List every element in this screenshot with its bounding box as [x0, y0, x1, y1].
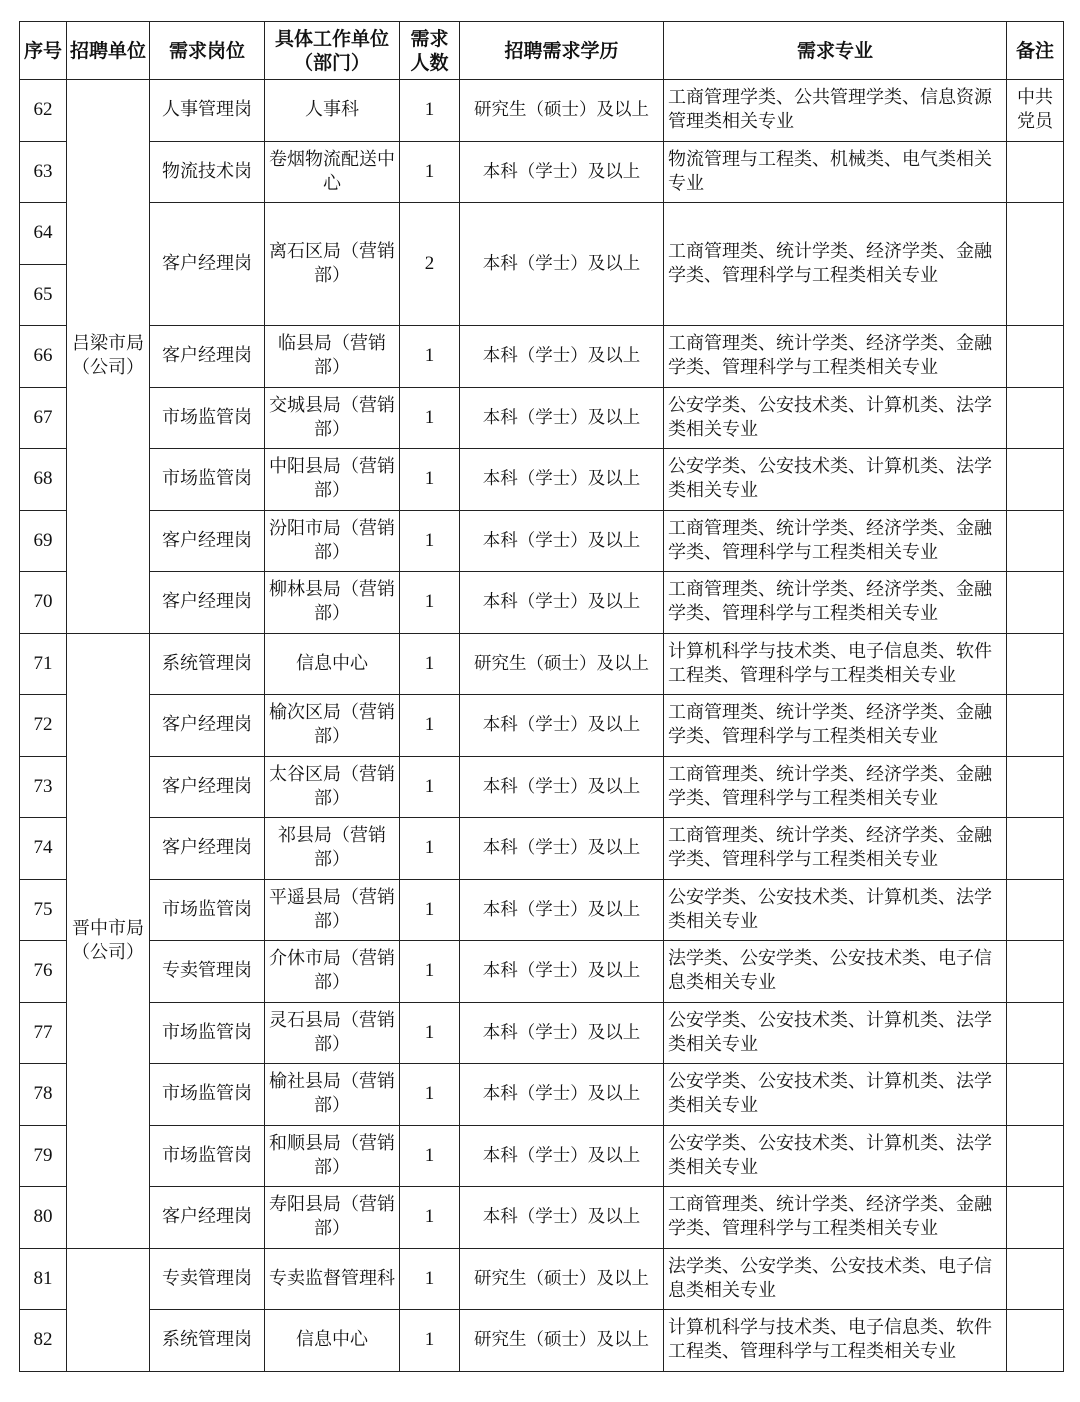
education-cell: 本科（学士）及以上 — [460, 141, 664, 203]
dept-cell: 介休市局（营销部） — [265, 941, 400, 1003]
position-cell: 客户经理岗 — [150, 695, 265, 757]
remark-cell — [1007, 510, 1064, 572]
seq-cell: 65 — [20, 264, 67, 326]
position-cell: 客户经理岗 — [150, 818, 265, 880]
remark-cell — [1007, 756, 1064, 818]
count-cell: 1 — [400, 449, 460, 511]
major-cell: 工商管理学类、公共管理学类、信息资源管理类相关专业 — [664, 80, 1007, 142]
count-cell: 1 — [400, 141, 460, 203]
position-cell: 专卖管理岗 — [150, 1248, 265, 1310]
seq-cell: 62 — [20, 80, 67, 142]
dept-cell: 太谷区局（营销部） — [265, 756, 400, 818]
table-row — [20, 1125, 1064, 1187]
seq-cell: 64 — [20, 203, 67, 265]
remark-cell — [1007, 941, 1064, 1003]
position-cell: 客户经理岗 — [150, 756, 265, 818]
dept-cell: 榆次区局（营销部） — [265, 695, 400, 757]
seq-cell: 76 — [20, 941, 67, 1003]
education-cell: 本科（学士）及以上 — [460, 449, 664, 511]
table-row — [20, 695, 1064, 757]
remark-cell — [1007, 633, 1064, 695]
position-cell: 客户经理岗 — [150, 510, 265, 572]
table-row — [20, 756, 1064, 818]
education-cell: 本科（学士）及以上 — [460, 941, 664, 1003]
table-row — [20, 510, 1064, 572]
count-cell: 1 — [400, 818, 460, 880]
major-cell: 公安学类、公安技术类、计算机类、法学类相关专业 — [664, 879, 1007, 941]
education-cell: 研究生（硕士）及以上 — [460, 80, 664, 142]
education-cell: 本科（学士）及以上 — [460, 756, 664, 818]
count-cell: 1 — [400, 1248, 460, 1310]
count-cell: 1 — [400, 941, 460, 1003]
table-row — [20, 387, 1064, 449]
header-remark: 备注 — [1007, 22, 1064, 80]
remark-cell — [1007, 818, 1064, 880]
unit-cell-jinzhong: 晋中市局（公司） — [67, 633, 150, 1248]
remark-cell — [1007, 1248, 1064, 1310]
header-education: 招聘需求学历 — [460, 22, 664, 80]
major-cell: 法学类、公安学类、公安技术类、电子信息类相关专业 — [664, 941, 1007, 1003]
dept-cell: 和顺县局（营销部） — [265, 1125, 400, 1187]
header-count: 需求人数 — [400, 22, 460, 80]
remark-cell — [1007, 1125, 1064, 1187]
education-cell: 本科（学士）及以上 — [460, 1125, 664, 1187]
header-seq: 序号 — [20, 22, 67, 80]
major-cell: 工商管理类、统计学类、经济学类、金融学类、管理科学与工程类相关专业 — [664, 818, 1007, 880]
position-cell: 客户经理岗 — [150, 326, 265, 388]
table-row — [20, 141, 1064, 203]
seq-cell: 66 — [20, 326, 67, 388]
count-cell: 1 — [400, 1064, 460, 1126]
seq-cell: 78 — [20, 1064, 67, 1126]
remark-cell — [1007, 695, 1064, 757]
major-cell: 工商管理类、统计学类、经济学类、金融学类、管理科学与工程类相关专业 — [664, 572, 1007, 634]
table-row — [20, 572, 1064, 634]
dept-cell: 交城县局（营销部） — [265, 387, 400, 449]
remark-cell — [1007, 387, 1064, 449]
major-cell: 公安学类、公安技术类、计算机类、法学类相关专业 — [664, 1064, 1007, 1126]
position-cell: 市场监管岗 — [150, 879, 265, 941]
seq-cell: 74 — [20, 818, 67, 880]
count-cell: 1 — [400, 1310, 460, 1372]
table-row — [20, 326, 1064, 388]
seq-cell: 75 — [20, 879, 67, 941]
dept-cell: 卷烟物流配送中心 — [265, 141, 400, 203]
table-row — [20, 1064, 1064, 1126]
dept-cell: 寿阳县局（营销部） — [265, 1187, 400, 1249]
major-cell: 工商管理类、统计学类、经济学类、金融学类、管理科学与工程类相关专业 — [664, 510, 1007, 572]
position-cell: 物流技术岗 — [150, 141, 265, 203]
recruitment-table — [19, 21, 1064, 1372]
count-cell: 1 — [400, 326, 460, 388]
table-row — [20, 80, 1064, 142]
header-major: 需求专业 — [664, 22, 1007, 80]
table-row — [20, 1248, 1064, 1310]
remark-cell — [1007, 879, 1064, 941]
education-cell: 本科（学士）及以上 — [460, 1064, 664, 1126]
table-row — [20, 203, 1064, 265]
major-cell: 公安学类、公安技术类、计算机类、法学类相关专业 — [664, 1125, 1007, 1187]
education-cell: 本科（学士）及以上 — [460, 326, 664, 388]
table-row — [20, 1002, 1064, 1064]
dept-cell: 专卖监督管理科 — [265, 1248, 400, 1310]
header-dept: 具体工作单位（部门） — [265, 22, 400, 80]
unit-cell-lvliang: 吕梁市局（公司） — [67, 80, 150, 634]
education-cell: 本科（学士）及以上 — [460, 695, 664, 757]
dept-cell: 汾阳市局（营销部） — [265, 510, 400, 572]
count-cell: 1 — [400, 572, 460, 634]
education-cell: 本科（学士）及以上 — [460, 510, 664, 572]
dept-cell: 柳林县局（营销部） — [265, 572, 400, 634]
major-cell: 公安学类、公安技术类、计算机类、法学类相关专业 — [664, 387, 1007, 449]
remark-cell — [1007, 1187, 1064, 1249]
remark-cell — [1007, 1002, 1064, 1064]
education-cell: 本科（学士）及以上 — [460, 203, 664, 326]
table-row — [20, 633, 1064, 695]
position-cell: 客户经理岗 — [150, 572, 265, 634]
position-cell: 系统管理岗 — [150, 633, 265, 695]
dept-cell: 中阳县局（营销部） — [265, 449, 400, 511]
seq-cell: 71 — [20, 633, 67, 695]
count-cell: 1 — [400, 1002, 460, 1064]
unit-cell-blank — [67, 1248, 150, 1371]
major-cell: 公安学类、公安技术类、计算机类、法学类相关专业 — [664, 449, 1007, 511]
dept-cell: 人事科 — [265, 80, 400, 142]
remark-cell: 中共党员 — [1007, 80, 1064, 142]
seq-cell: 70 — [20, 572, 67, 634]
table-row — [20, 1310, 1064, 1372]
count-cell: 1 — [400, 756, 460, 818]
header-row — [20, 22, 1064, 80]
header-recruiter: 招聘单位 — [67, 22, 150, 80]
seq-cell: 77 — [20, 1002, 67, 1064]
dept-cell: 祁县局（营销部） — [265, 818, 400, 880]
education-cell: 研究生（硕士）及以上 — [460, 1310, 664, 1372]
seq-cell: 81 — [20, 1248, 67, 1310]
seq-cell: 68 — [20, 449, 67, 511]
seq-cell: 73 — [20, 756, 67, 818]
major-cell: 工商管理类、统计学类、经济学类、金融学类、管理科学与工程类相关专业 — [664, 1187, 1007, 1249]
header-position: 需求岗位 — [150, 22, 265, 80]
seq-cell: 69 — [20, 510, 67, 572]
education-cell: 本科（学士）及以上 — [460, 1187, 664, 1249]
table-row — [20, 1187, 1064, 1249]
major-cell: 工商管理类、统计学类、经济学类、金融学类、管理科学与工程类相关专业 — [664, 203, 1007, 326]
dept-cell: 信息中心 — [265, 633, 400, 695]
count-cell: 1 — [400, 1125, 460, 1187]
dept-cell: 离石区局（营销部） — [265, 203, 400, 326]
seq-cell: 67 — [20, 387, 67, 449]
seq-cell: 80 — [20, 1187, 67, 1249]
position-cell: 人事管理岗 — [150, 80, 265, 142]
dept-cell: 榆社县局（营销部） — [265, 1064, 400, 1126]
remark-cell — [1007, 1310, 1064, 1372]
position-cell: 专卖管理岗 — [150, 941, 265, 1003]
seq-cell: 72 — [20, 695, 67, 757]
education-cell: 研究生（硕士）及以上 — [460, 1248, 664, 1310]
table-row — [20, 818, 1064, 880]
major-cell: 计算机科学与技术类、电子信息类、软件工程类、管理科学与工程类相关专业 — [664, 1310, 1007, 1372]
count-cell: 1 — [400, 80, 460, 142]
education-cell: 本科（学士）及以上 — [460, 818, 664, 880]
position-cell: 客户经理岗 — [150, 1187, 265, 1249]
position-cell: 市场监管岗 — [150, 1125, 265, 1187]
count-cell: 1 — [400, 387, 460, 449]
remark-cell — [1007, 141, 1064, 203]
count-cell: 1 — [400, 879, 460, 941]
position-cell: 系统管理岗 — [150, 1310, 265, 1372]
education-cell: 研究生（硕士）及以上 — [460, 633, 664, 695]
seq-cell: 79 — [20, 1125, 67, 1187]
dept-cell: 信息中心 — [265, 1310, 400, 1372]
dept-cell: 平遥县局（营销部） — [265, 879, 400, 941]
dept-cell: 灵石县局（营销部） — [265, 1002, 400, 1064]
major-cell: 物流管理与工程类、机械类、电气类相关专业 — [664, 141, 1007, 203]
remark-cell — [1007, 203, 1064, 326]
position-cell: 客户经理岗 — [150, 203, 265, 326]
count-cell: 1 — [400, 510, 460, 572]
seq-cell: 63 — [20, 141, 67, 203]
major-cell: 工商管理类、统计学类、经济学类、金融学类、管理科学与工程类相关专业 — [664, 756, 1007, 818]
education-cell: 本科（学士）及以上 — [460, 879, 664, 941]
major-cell: 法学类、公安学类、公安技术类、电子信息类相关专业 — [664, 1248, 1007, 1310]
major-cell: 工商管理类、统计学类、经济学类、金融学类、管理科学与工程类相关专业 — [664, 695, 1007, 757]
count-cell: 2 — [400, 203, 460, 326]
remark-cell — [1007, 326, 1064, 388]
major-cell: 工商管理类、统计学类、经济学类、金融学类、管理科学与工程类相关专业 — [664, 326, 1007, 388]
education-cell: 本科（学士）及以上 — [460, 1002, 664, 1064]
dept-cell: 临县局（营销部） — [265, 326, 400, 388]
count-cell: 1 — [400, 1187, 460, 1249]
education-cell: 本科（学士）及以上 — [460, 387, 664, 449]
position-cell: 市场监管岗 — [150, 449, 265, 511]
table-row — [20, 449, 1064, 511]
count-cell: 1 — [400, 695, 460, 757]
major-cell: 计算机科学与技术类、电子信息类、软件工程类、管理科学与工程类相关专业 — [664, 633, 1007, 695]
seq-cell: 82 — [20, 1310, 67, 1372]
count-cell: 1 — [400, 633, 460, 695]
position-cell: 市场监管岗 — [150, 387, 265, 449]
remark-cell — [1007, 572, 1064, 634]
remark-cell — [1007, 1064, 1064, 1126]
position-cell: 市场监管岗 — [150, 1002, 265, 1064]
position-cell: 市场监管岗 — [150, 1064, 265, 1126]
table-row — [20, 879, 1064, 941]
remark-cell — [1007, 449, 1064, 511]
major-cell: 公安学类、公安技术类、计算机类、法学类相关专业 — [664, 1002, 1007, 1064]
education-cell: 本科（学士）及以上 — [460, 572, 664, 634]
table-row — [20, 941, 1064, 1003]
